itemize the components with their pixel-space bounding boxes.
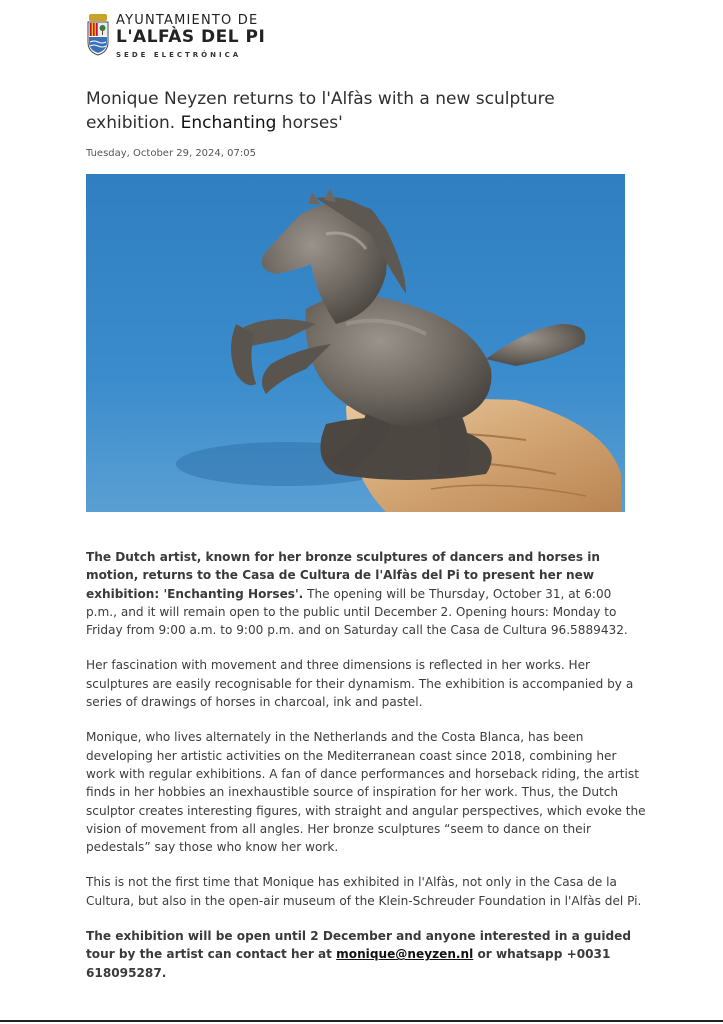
paragraph-5-tail: or whatsapp +0031 618095287. (86, 947, 611, 980)
brand-line-1: AYUNTAMIENTO DE (116, 13, 259, 28)
paragraph-1-lead: The Dutch artist, known for her bronze sculptures of dancers and horses in motion, returns to the Casa de Cultura de l'Alfàs del Pi to present her new exhibition: 'Enchanting Horses'. (86, 550, 600, 601)
article-body (86, 548, 646, 999)
paragraph-5 (86, 927, 646, 982)
paragraph-5-lead: The exhibition will be open until 2 December and anyone interested in a guided tour by the artist can contact her at (86, 929, 631, 962)
contact-email-link[interactable]: monique@neyzen.nl (336, 947, 474, 962)
page-bottom-divider (0, 1020, 723, 1022)
brand-line-2: L'ALFÀS DEL PI (116, 27, 266, 47)
article-title (86, 87, 646, 135)
municipal-coat-of-arms-icon[interactable] (86, 14, 110, 56)
paragraph-3: Monique, who lives alternately in the Netherlands and the Costa Blanca, has been developing her artistic activities on the Mediterranean coast since 2018, combining her work with regular exhibitions. A fan of dance performances and horseback riding, the artist finds in her hobbies an inexhaustible source of inspiration for her work. Thus, the Dutch sculptor creates interesting figures, with straight and angular perspectives, which evoke the vision of movement from all angles. Her bronze sculptures “seem to dance on their pedestals” say those who know her work. (86, 730, 646, 855)
paragraph-4: This is not the first time that Monique has exhibited in l'Alfàs, not only in the Casa de la Cultura, but also in the open-air museum of the Klein-Schreuder Foundation in l'Alfàs del Pi. (86, 875, 642, 908)
site-header (86, 14, 265, 59)
paragraph-1 (86, 548, 646, 639)
brand-tagline: SEDE ELECTRÓNICA (116, 51, 242, 59)
paragraph-2: Her fascination with movement and three dimensions is reflected in her works. Her sculptures are easily recognisable for their dynamism. The exhibition is accompanied by a series of drawings of horses in charcoal, ink and pastel. (86, 658, 634, 710)
title-part-2: horses' (276, 113, 343, 133)
article-photo-horse-sculpture (86, 174, 625, 512)
title-part-1: Monique Neyzen returns to l'Alfàs with a new sculpture exhibition. (86, 89, 555, 133)
article-date: Tuesday, October 29, 2024, 07:05 (86, 148, 256, 159)
site-brand[interactable] (116, 14, 265, 59)
title-highlight: Enchanting (180, 113, 277, 133)
paragraph-1-text: The opening will be Thursday, October 31, at 6:00 p.m., and it will remain open to the public until December 2. Opening hours: Monday to Friday from 9:00 a.m. to 9:00 p.m. and on Saturday call the Casa de Cultura 96.5889432. (86, 586, 628, 638)
